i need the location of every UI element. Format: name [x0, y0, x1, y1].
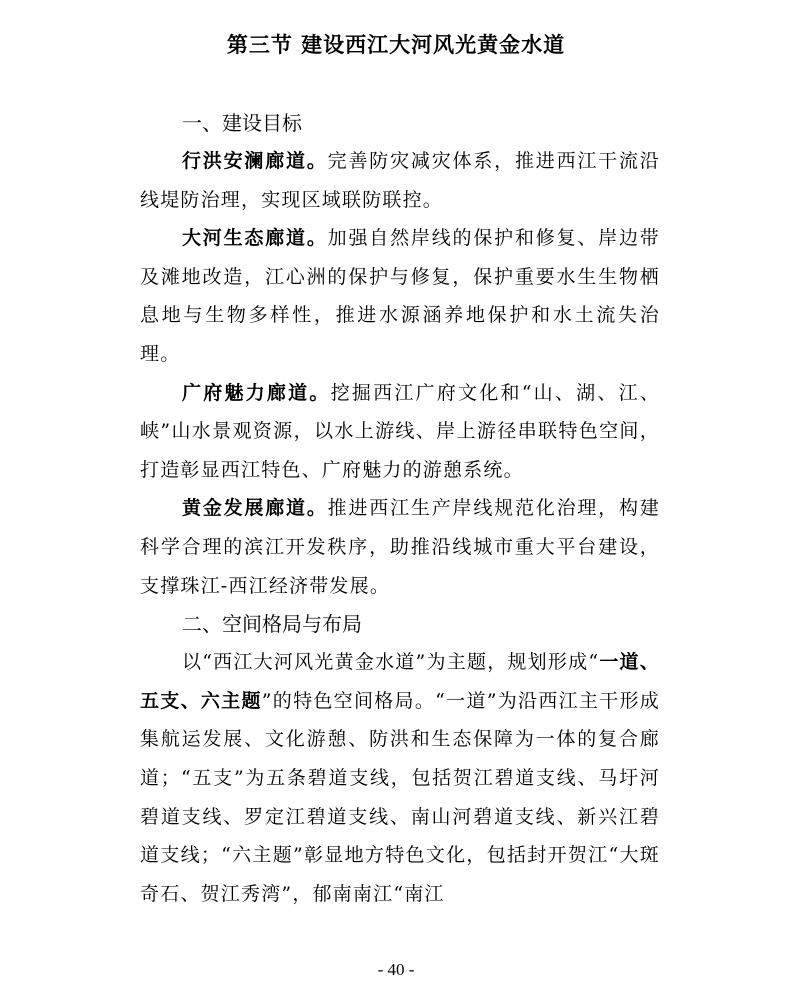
paragraph-spatial-layout [140, 643, 660, 913]
paragraph-development-corridor [140, 489, 660, 605]
document-body [140, 104, 660, 913]
paragraph-lead: 黄金发展廊道。 [182, 497, 328, 520]
paragraph-bold-term: 一道、五支、六主题 [140, 651, 660, 712]
paragraph-text: ”的特色空间格局。“一道”为沿西江主干形成集航运发展、文化游憩、防洪和生态保障为一体的复合廊道；“五支”为五条碧道支线，包括贺江碧道支线、马圩河碧道支线、罗定江碧道支线、南山河碧道支线、新兴江碧道支线；“六主题”彰显地方特色文化，包括封开贺江“大斑奇石、贺江秀湾”，郁南南江“南江 [140, 689, 661, 905]
paragraph-text: 推进西江生产岸线规范化治理，构建科学合理的滨江开发秩序，助推沿线城市重大平台建设，支撑珠江-西江经济带发展。 [140, 497, 661, 597]
heading-layout: 二、空间格局与布局 [182, 612, 362, 637]
paragraph-ecology-corridor [140, 219, 660, 373]
paragraph-text: 加强自然岸线的保护和修复、岸边带及滩地改造，江心洲的保护与修复，保护重要水生生物栖息地与生物多样性，推进水源涵养地保护和水土流失治理。 [140, 227, 661, 365]
heading-goals: 一、建设目标 [182, 111, 302, 135]
paragraph-lead: 行洪安澜廊道。 [182, 150, 328, 172]
paragraph-culture-corridor [140, 374, 660, 490]
paragraph-lead: 大河生态廊道。 [182, 227, 328, 250]
paragraph-text: 挖掘西江广府文化和“山、湖、江、峡”山水景观资源，以水上游线、岸上游径串联特色空间，打造彰显西江特色、广府魅力的游憩系统。 [140, 381, 660, 481]
section-title: 第三节 建设西江大河风光黄金水道 [226, 33, 566, 57]
page-number: - 40 - [377, 960, 415, 979]
paragraph-text: 完善防灾减灾体系，推进西江干流沿线堤防治理，实现区域联防联控。 [140, 150, 661, 211]
paragraph-text: 以“西江大河风光黄金水道”为主题，规划形成“ [182, 651, 600, 674]
paragraph-flood-corridor [140, 142, 660, 219]
paragraph-lead: 广府魅力廊道。 [182, 381, 331, 404]
